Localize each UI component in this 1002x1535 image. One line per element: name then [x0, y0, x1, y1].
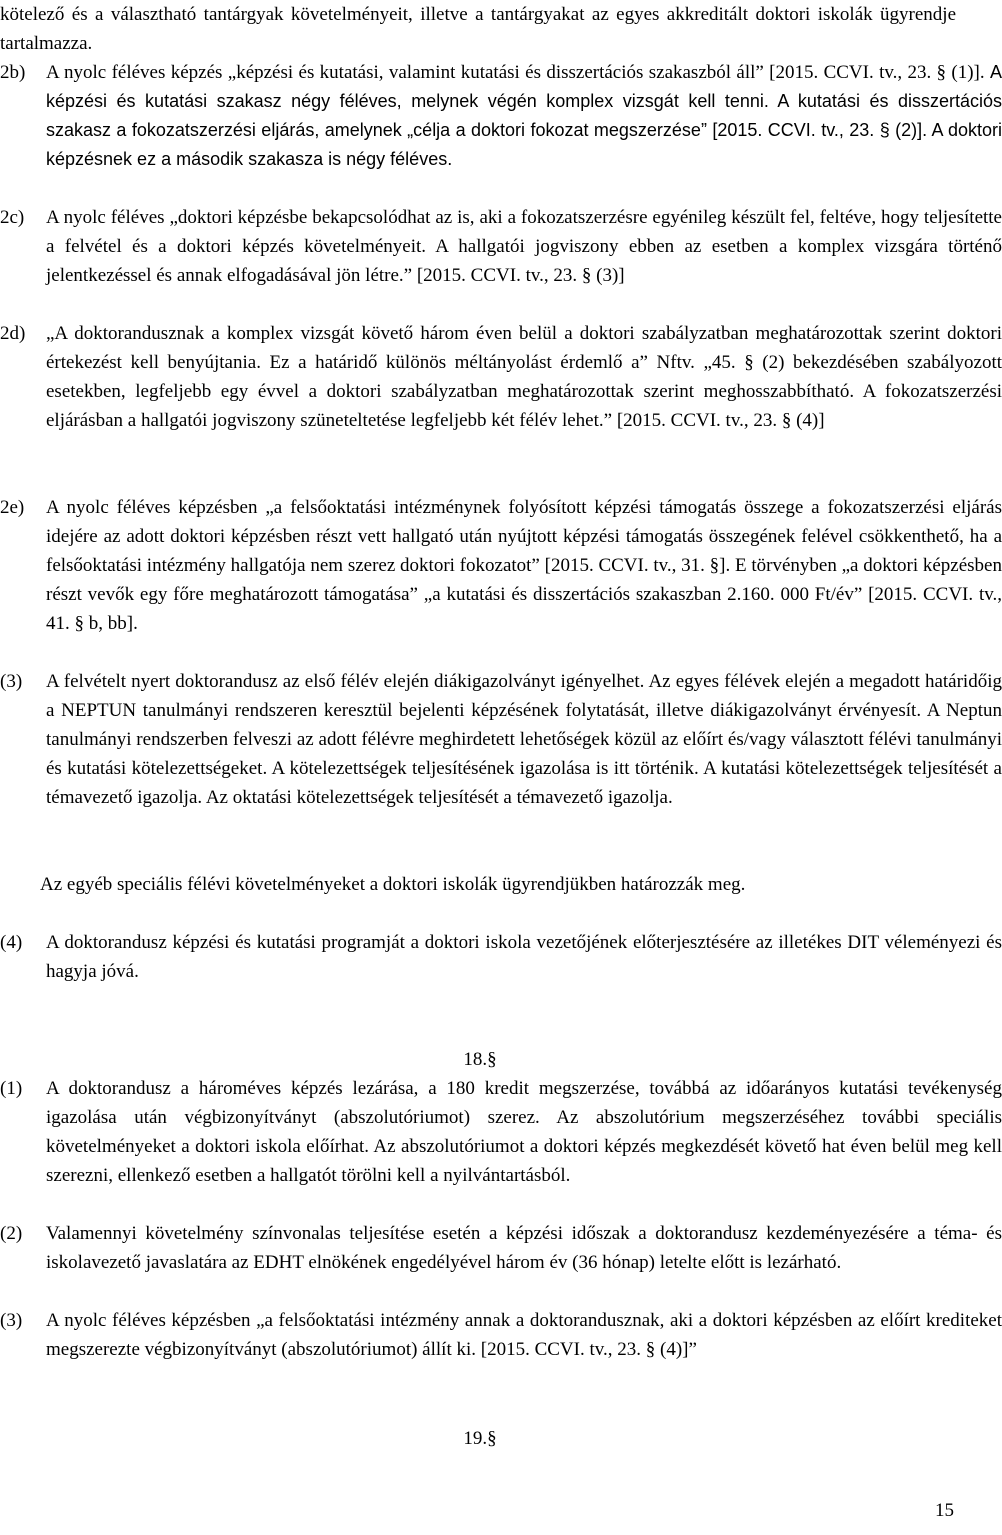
paragraph-marker: (1) — [0, 1078, 23, 1099]
paragraph-18-3 — [0, 1306, 1002, 1364]
paragraph-marker: 2d) — [0, 323, 26, 344]
page-number: 15 — [935, 1500, 954, 1521]
paragraph-marker: 2b) — [0, 62, 26, 83]
paragraph-18-2 — [0, 1219, 1002, 1277]
paragraph-marker: (3) — [0, 671, 23, 692]
paragraph-text: A nyolc féléves „doktori képzésbe bekapcsolódhat az is, aki a fokozatszerzésre egyénileg készült fel, feltéve, hogy teljesítette a felvétel és a doktori képzés követelményeit. A hallgatói jogviszony ebben az esetben a komplex vizsgára történő jelentkezéssel és annak elfogadásával jön létre.” [2015. CCVI. tv., 23. § (3)] — [46, 207, 1002, 286]
paragraph-text: A doktorandusz a hároméves képzés lezárása, a 180 kredit megszerzése, továbbá az időarányos kutatási tevékenység igazolása után végbizonyítványt (abszolutóriumot) szerez. Az abszolutórium megszerzéséhez további speciális követelményeket a doktori iskola előírhat. Az abszolutóriumot a doktori képzés megkezdését követő hat éven belül meg kell szerezni, ellenkező esetben a hallgatót törölni kell a nyilvántartásból. — [46, 1078, 1002, 1186]
paragraph-marker: (2) — [0, 1223, 23, 1244]
paragraph-2e — [0, 493, 1002, 638]
section-heading-19: 19.§ — [463, 1428, 497, 1449]
section-heading-18: 18.§ — [463, 1049, 497, 1070]
paragraph-2d — [0, 319, 1002, 435]
paragraph-text: „A doktorandusznak a komplex vizsgát követő három éven belül a doktori szabályzatban meghatározottak szerint doktori értekezést kell benyújtania. Ez a határidő különös méltányolást érdemlő a” Nftv. „45. § (2) bekezdésében szabályozott esetekben, legfeljebb egy évvel a doktori szabályzatban meghatározottak szerint meghosszabbítható. A fokozatszerzési eljárásban a hallgatói jogviszony szüneteltetése legfeljebb két félév lehet.” [2015. CCVI. tv., 23. § (4)] — [46, 323, 1002, 431]
paragraph-text: kötelező és a választható tantárgyak követelményeit, illetve a tantárgyakat az egyes akkreditált doktori iskolák ügyrendje tartalmazza. — [0, 4, 956, 54]
paragraph-text-sans: A képzési és kutatási szakasz négy féléves, melynek végén komplex vizsgát kell tenni. A kutatási és disszertációs szakasz a fokozatszerzési eljárás, amelynek „célja a doktori fokozat megszerzése” [2015. CCVI. tv., 23. § (2)]. A doktori képzésnek ez a második szakasza is négy féléves. — [46, 62, 1002, 169]
paragraph-18-1 — [0, 1074, 1002, 1190]
paragraph-text: A nyolc féléves képzésben „a felsőoktatási intézménynek folyósított képzési támogatás összege a fokozatszerzési eljárás idejére az adott doktori képzésben részt vett hallgató után nyújtott képzési támogatás összegének felével csökkenthető, ha a felsőoktatási intézmény hallgatója nem szerez doktori fokozatot” [2015. CCVI. tv., 31. §]. E törvényben „a doktori képzésben részt vevők egy főre meghatározott támogatása” „a kutatási és disszertációs szakaszban 2.160. 000 Ft/év” [2015. CCVI. tv., 41. § b, bb]. — [46, 497, 1002, 634]
paragraph-3-continued — [0, 870, 996, 899]
paragraph-intro — [0, 0, 956, 58]
paragraph-text: Az egyéb speciális félévi követelményeket a doktori iskolák ügyrendjükben határozzák meg. — [40, 874, 746, 895]
paragraph-2b — [0, 58, 1002, 174]
paragraph-2c — [0, 203, 1002, 290]
paragraph-text: A felvételt nyert doktorandusz az első félév elején diákigazolványt igényelhet. Az egyes félévek elején a megadott határidőig a NEPTUN tanulmányi rendszeren keresztül bejelenti képzésének folytatását, illetve diákigazolványt érvényesít. A Neptun tanulmányi rendszerben felveszi az adott félévre meghirdetett lehetőségek közül az előírt és/vagy választott félévi tanulmányi és kutatási kötelezettségeket. A kötelezettségek teljesítésének igazolása is itt történik. A kutatási kötelezettségek teljesítését a témavezető igazolja. Az oktatási kötelezettségek teljesítését a témavezető igazolja. — [46, 671, 1002, 808]
paragraph-marker: 2c) — [0, 207, 25, 228]
paragraph-text: A nyolc féléves képzés „képzési és kutatási, valamint kutatási és disszertációs szakaszból áll” [2015. CCVI. tv., 23. § (1)]. — [46, 62, 990, 83]
paragraph-3 — [0, 667, 1002, 812]
paragraph-text: A doktorandusz képzési és kutatási programját a doktori iskola vezetőjének előterjesztésére az illetékes DIT véleményezi és hagyja jóvá. — [46, 932, 1002, 982]
paragraph-marker: (3) — [0, 1310, 23, 1331]
paragraph-marker: (4) — [0, 932, 23, 953]
paragraph-4 — [0, 928, 1002, 986]
paragraph-marker: 2e) — [0, 497, 25, 518]
paragraph-text: Valamennyi követelmény színvonalas teljesítése esetén a képzési időszak a doktorandusz kezdeményezésére a téma- és iskolavezető javaslatára az EDHT elnökének engedélyével három év (36 hónap) letelte előtt is lezárható. — [46, 1223, 1002, 1273]
paragraph-text: A nyolc féléves képzésben „a felsőoktatási intézmény annak a doktorandusznak, aki a doktori képzésben az előírt krediteket megszerezte végbizonyítványt (abszolutóriumot) állít ki. [2015. CCVI. tv., 23. § (4)]” — [46, 1310, 1002, 1360]
